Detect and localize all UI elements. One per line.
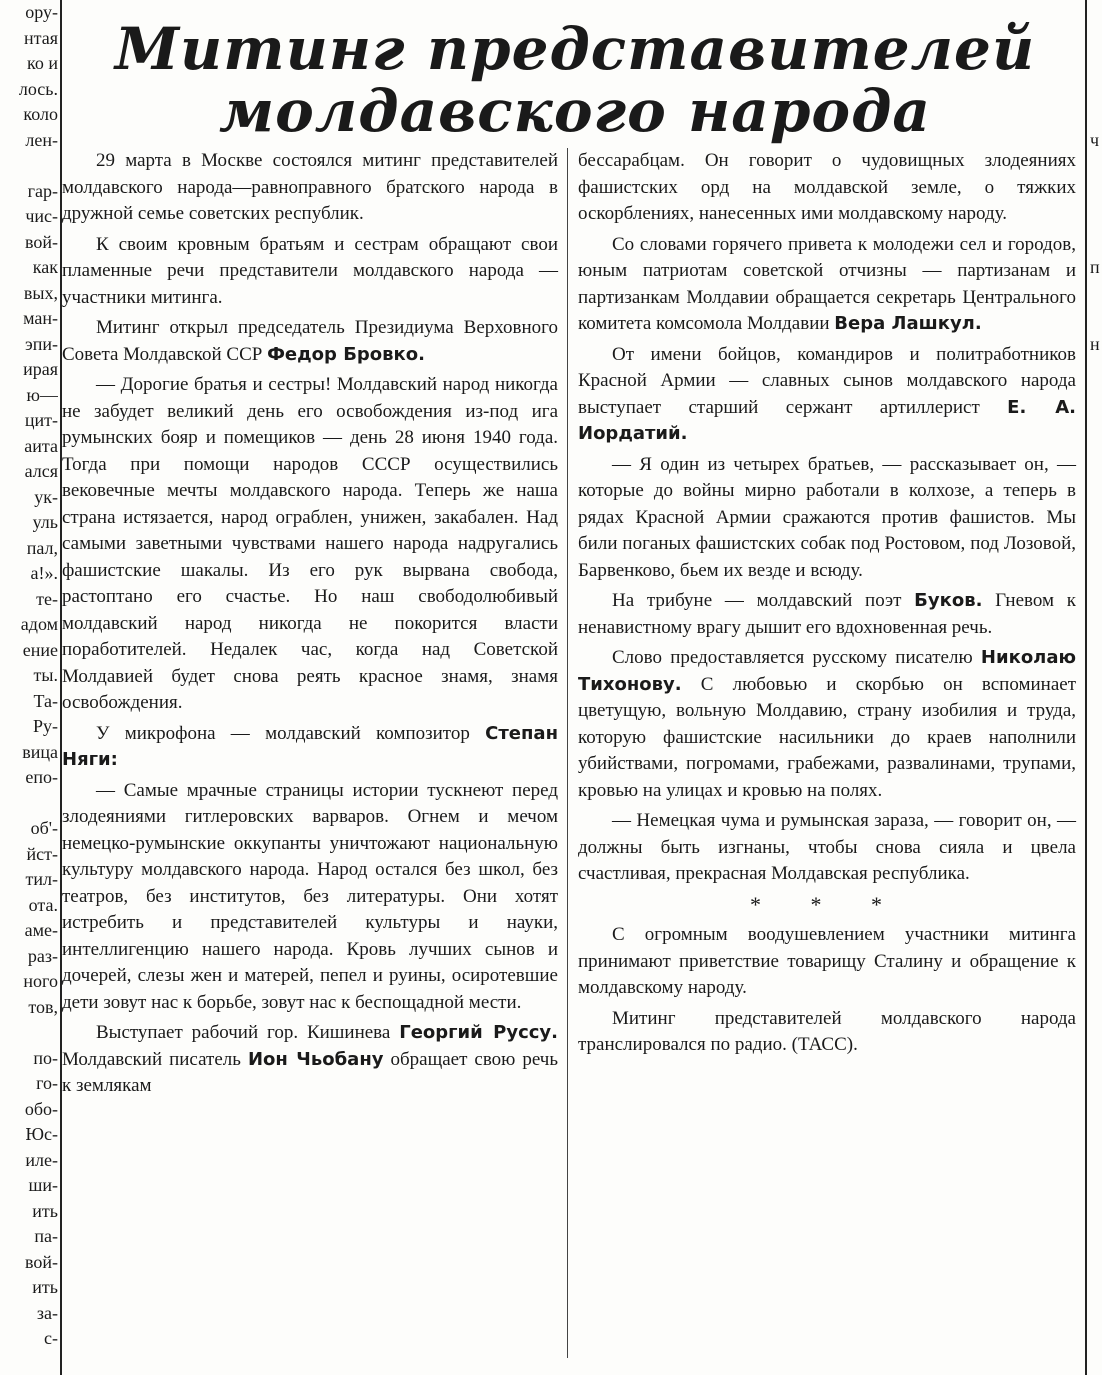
fragment-line xyxy=(1090,51,1102,77)
paragraph: — Дорогие братья и сестры! Молдавский народ никогда не забудет великий день его освобождения из-под ига румынских бояр и помещиков — день 28 июня 1940 года. Тогда при помощи народов СССР осуществились вековечные мечты молдавского народа. Теперь же наша страна истязается, народ ограблен, унижен, закабален. Над самыми заветными чувствами нашего народа надругались фашистские шакалы. Из его рук вырвана свобода, растоптано его счастье. Но наш свободолюбивый молдавский народ никогда не покорится власти поработителей. Недалек час, когда над Советской Молдавией будет снова реять красное знамя, знамя освобождения. xyxy=(62,374,558,713)
paragraph-text: Гневом к ненавистному врагу дышит его вдохновенная речь. xyxy=(578,590,1076,638)
fragment-line xyxy=(1090,867,1102,893)
fragment-line: ить xyxy=(32,1277,58,1297)
fragment-line: тов, xyxy=(28,996,58,1017)
fragment-line: как xyxy=(32,257,58,277)
fragment-line: н xyxy=(1090,333,1100,354)
paragraph xyxy=(578,342,1076,448)
fragment-line xyxy=(1090,791,1102,817)
fragment-line xyxy=(1090,485,1102,511)
fragment-line: уль xyxy=(32,512,58,532)
paragraph xyxy=(62,315,558,368)
fragment-line xyxy=(1090,1097,1102,1123)
fragment-line xyxy=(1090,1326,1102,1352)
fragment-line: нтая xyxy=(24,27,58,48)
fragment-line xyxy=(1090,1275,1102,1301)
paragraph xyxy=(578,645,1076,804)
fragment-line: обо- xyxy=(24,1098,58,1119)
speaker-name: Вера Лашкул. xyxy=(834,313,982,334)
fragment-line: коло xyxy=(23,104,58,124)
fragment-line: йст- xyxy=(26,843,58,864)
fragment-line: ши- xyxy=(28,1175,58,1195)
fragment-line xyxy=(1090,1199,1102,1225)
fragment-line: ался xyxy=(24,461,58,481)
fragment-line: Ру- xyxy=(32,716,58,736)
fragment-line xyxy=(0,1020,58,1046)
paragraph: К своим кровным братьям и сестрам обращают свои пламенные речи представители молдавского народа — участники митинга. xyxy=(62,233,558,308)
fragment-line xyxy=(1090,1122,1102,1148)
fragment-line: за- xyxy=(36,1302,58,1323)
fragment-line xyxy=(1090,179,1102,205)
article-headline xyxy=(70,15,1080,145)
speaker-name: Николаю Тихонову. xyxy=(578,647,1077,695)
fragment-line: Юс- xyxy=(25,1124,58,1144)
fragment-line: вой- xyxy=(24,231,58,252)
fragment-line xyxy=(1090,689,1102,715)
paragraph: — Немецкая чума и румынская зараза, — говорит он, — должны быть изгнаны, чтобы снова сияла и цвела счастливая, прекрасная Молдавская республика. xyxy=(578,810,1076,884)
paragraph-text: Митинг открыл председатель Президиума Верховного Совета Молдавской ССР xyxy=(62,317,558,365)
right-column-fragment xyxy=(1090,0,1102,1352)
paragraph: 29 марта в Москве состоялся митинг представителей молдавского народа—равноправного братского народа в дружной семье советских республик. xyxy=(62,150,558,224)
paragraph xyxy=(62,721,558,774)
fragment-line xyxy=(1090,714,1102,740)
paragraph-text: От имени бойцов, командиров и политработников Красной Армии — славных сынов молдавского народа выступает старший сержант артиллерист xyxy=(578,343,1076,418)
fragment-line: п xyxy=(1090,257,1100,277)
fragment-line xyxy=(0,153,58,179)
fragment-line xyxy=(1090,587,1102,613)
fragment-line: ю— xyxy=(26,384,58,405)
fragment-line: те- xyxy=(36,588,58,609)
fragment-line: пал, xyxy=(26,537,58,558)
left-column-fragment xyxy=(0,0,58,1352)
fragment-line: цит- xyxy=(24,410,58,430)
paragraph xyxy=(62,1020,558,1100)
paragraph xyxy=(578,588,1076,641)
speaker-name: Буков. xyxy=(914,590,983,611)
fragment-line xyxy=(1090,1250,1102,1276)
fragment-line: эпи- xyxy=(25,333,58,354)
fragment-line xyxy=(1090,842,1102,868)
fragment-line: го- xyxy=(36,1073,58,1093)
fragment-line xyxy=(1090,765,1102,791)
fragment-line xyxy=(0,791,58,817)
fragment-line xyxy=(1090,153,1102,179)
paragraph-text: На трибуне — молдавский поэт xyxy=(612,590,902,611)
fragment-line: епо- xyxy=(25,767,58,787)
section-separator-asterisks: * * * xyxy=(750,891,904,917)
fragment-line xyxy=(1090,816,1102,842)
fragment-line xyxy=(1090,638,1102,664)
fragment-line xyxy=(1090,102,1102,128)
paragraph: бессарабцам. Он говорит о чудовищных злодеяниях фашистских орд на молдавской земле, о тяжких оскорблениях, нанесенных ими молдавскому народу. xyxy=(578,150,1076,224)
fragment-line: об'- xyxy=(30,818,58,838)
fragment-line xyxy=(1090,230,1102,256)
fragment-line xyxy=(1090,204,1102,230)
fragment-line: ить xyxy=(32,1200,58,1221)
fragment-line: па- xyxy=(34,1226,58,1246)
paragraph-text: Молдавский писатель xyxy=(62,1048,241,1070)
fragment-line: ору- xyxy=(25,2,58,22)
fragment-line xyxy=(1090,77,1102,103)
fragment-line: тил- xyxy=(25,869,58,889)
fragment-line xyxy=(1090,944,1102,970)
fragment-line: ты. xyxy=(33,665,58,685)
paragraph-text: Со словами горячего привета к молодежи сел и городов, юным патриотам советской отчизны — партизанам и партизанкам Молдавии обращается секретарь Центрального комитета комсомола Молдавии xyxy=(578,233,1076,334)
fragment-line: вица xyxy=(22,741,58,762)
fragment-line: ирая xyxy=(23,359,58,379)
fragment-line: ук- xyxy=(34,486,58,507)
fragment-line: адом xyxy=(20,614,58,634)
speaker-name: Георгий Руссу. xyxy=(399,1022,558,1043)
article-column-2 xyxy=(578,148,1076,1063)
paragraph: — Я один из четырех братьев, — рассказывает он, — которые до войны мирно работали в колхозе, а теперь в рядах Красной Армии сражаются против фашистов. Мы били поганых фашистских собак под Ростовом, под Лозовой, Барвенково, бьем их везде и всюду. xyxy=(578,453,1076,581)
fragment-line xyxy=(1090,893,1102,919)
fragment-line: лен- xyxy=(25,129,58,150)
speaker-name: Степан Няги: xyxy=(62,722,559,770)
paragraph-text: Выступает рабочий гор. Кишинева xyxy=(96,1022,391,1043)
fragment-line: по- xyxy=(33,1047,58,1068)
fragment-line: вых, xyxy=(23,282,58,303)
paragraph-text: С любовью и скорбью он вспоминает цветущую, вольную Молдавию, страну изобилия и труда, которую фашистские насильники до краев наполнили убийствами, погромами, грабежами, развалинами, трупами, кровью на улицах и кровью на полях. xyxy=(578,673,1076,801)
fragment-line: аита xyxy=(24,435,58,456)
fragment-line: ение xyxy=(22,639,58,660)
fragment-line: ного xyxy=(23,971,58,991)
fragment-line xyxy=(1090,459,1102,485)
fragment-line: с- xyxy=(44,1328,58,1348)
fragment-line xyxy=(1090,510,1102,536)
fragment-line: чис- xyxy=(25,206,58,226)
fragment-line xyxy=(1090,969,1102,995)
fragment-line: вой- xyxy=(24,1251,58,1272)
fragment-line xyxy=(1090,740,1102,766)
fragment-line xyxy=(1090,1148,1102,1174)
fragment-line: ко и xyxy=(27,53,58,73)
speaker-name: Е. А. Иордатий. xyxy=(578,396,1077,444)
fragment-line: аме- xyxy=(24,920,58,940)
fragment-line xyxy=(1090,306,1102,332)
fragment-line: ман- xyxy=(23,308,58,328)
fragment-line: ота. xyxy=(28,894,58,915)
paragraph: С огромным воодушевлением участники митинга принимают приветствие товарищу Сталину и обращение к молдавскому народу. xyxy=(578,924,1076,998)
fragment-line xyxy=(1090,612,1102,638)
fragment-line xyxy=(1090,1046,1102,1072)
fragment-line: иле- xyxy=(25,1149,58,1170)
paragraph: Митинг представителей молдавского народа транслировался по радио. (ТАСС). xyxy=(578,1007,1076,1055)
fragment-line: лось. xyxy=(18,78,58,99)
fragment-line xyxy=(1090,663,1102,689)
fragment-line: раз- xyxy=(27,945,58,966)
fragment-line xyxy=(1090,1020,1102,1046)
headline-line-1: Митинг представителей xyxy=(114,15,1036,83)
paragraph-text: У микрофона — молдавский композитор xyxy=(96,722,470,744)
paragraph xyxy=(578,232,1076,338)
column-divider xyxy=(567,148,568,1358)
fragment-line xyxy=(1090,995,1102,1021)
fragment-line: Та- xyxy=(33,690,58,711)
fragment-line: а!». xyxy=(30,563,58,583)
speaker-name: Федор Бровко. xyxy=(267,343,425,365)
fragment-line xyxy=(1090,408,1102,434)
fragment-line xyxy=(1090,281,1102,307)
fragment-line xyxy=(1090,1071,1102,1097)
article-column-1 xyxy=(62,148,558,1104)
fragment-line xyxy=(1090,0,1102,26)
fragment-line xyxy=(1090,434,1102,460)
paragraph-text: обращает свою речь к землякам xyxy=(62,1048,559,1096)
speaker-name: Ион Чьобану xyxy=(247,1048,384,1070)
fragment-line xyxy=(1090,561,1102,587)
fragment-line xyxy=(1090,918,1102,944)
fragment-line xyxy=(1090,26,1102,52)
paragraph-text: Слово предоставляется русскому писателю xyxy=(612,647,973,668)
fragment-line xyxy=(1090,383,1102,409)
headline-line-2: молдавского народа xyxy=(218,77,932,145)
fragment-line xyxy=(1090,536,1102,562)
fragment-line xyxy=(1090,1224,1102,1250)
fragment-line xyxy=(1090,1301,1102,1327)
paragraph: — Самые мрачные страницы истории тускнеют перед злодеяниями гитлеровских варваров. Огнем и мечом немецко-румынские оккупанты уничтожают национальную культуру молдавского народа. Народ остался без школ, без театров, без институтов, без литературы. Они хотят истребить и представителей культуры и науки, интеллигенцию нашего народа. Кровь лучших сынов и дочерей, слезы жен и матерей, пепел и руины, осиротевшие дети зовут нас к борьбе, зовут нас к беспощадной мести. xyxy=(62,779,558,1013)
fragment-line xyxy=(1090,357,1102,383)
column-rule-right xyxy=(1085,0,1087,1375)
fragment-line: гар- xyxy=(27,180,58,201)
fragment-line: ч xyxy=(1090,129,1100,150)
fragment-line xyxy=(1090,1173,1102,1199)
